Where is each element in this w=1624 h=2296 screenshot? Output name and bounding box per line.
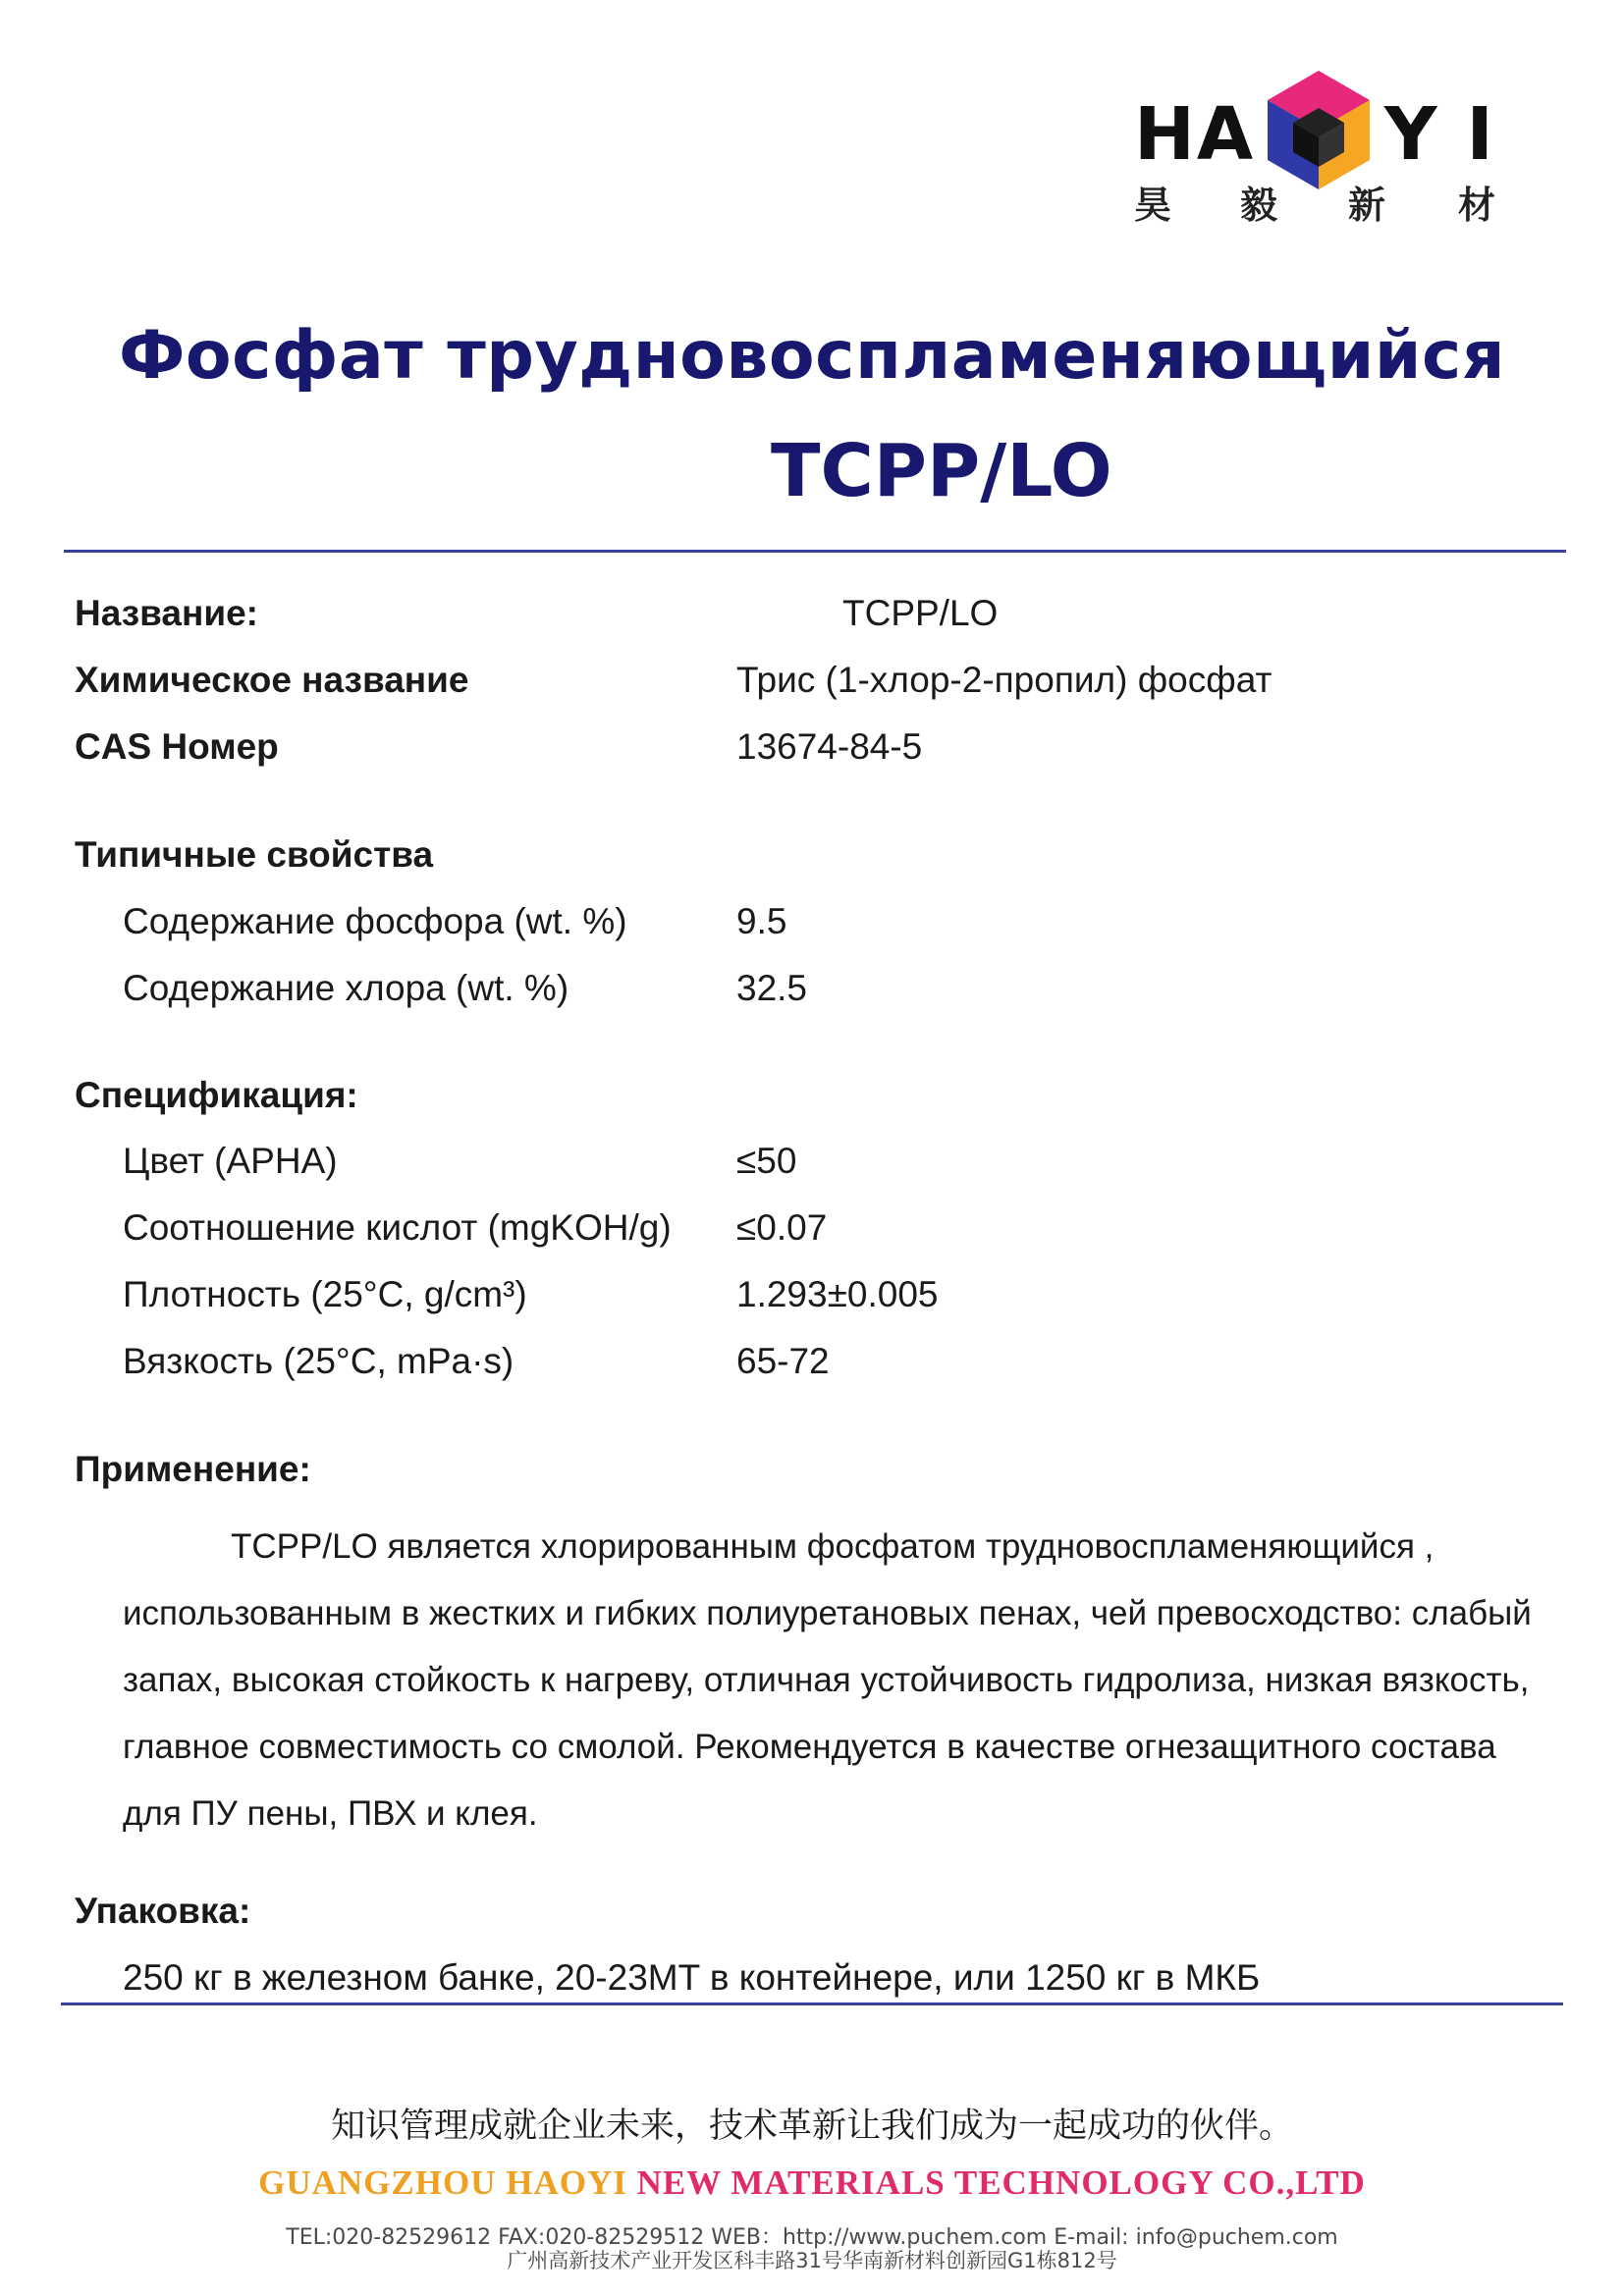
typical-properties-heading: Типичные свойства — [75, 834, 434, 875]
company-motto: 知识管理成就企业未来，技术革新让我们成为一起成功的伙伴。 — [330, 2107, 1293, 2146]
address-line: 广州高新技术产业开发区科丰路31号华南新材料创新园G1栋812号 — [507, 2249, 1117, 2272]
chemical-name-label: Химическое название — [75, 660, 469, 700]
property-value: 32.5 — [736, 968, 808, 1008]
name-value: TCPP/LO — [842, 593, 999, 633]
contact-line: TEL:020-82529612 FAX:020-82529512 WEB：http://www.puchem.com E-mail: info@puchem.com — [286, 2225, 1338, 2250]
spec-value: 65-72 — [736, 1341, 830, 1381]
logo-cn-char: 材 — [1458, 184, 1496, 227]
application-heading: Применение: — [75, 1449, 311, 1489]
logo-word-right: Y I — [1384, 92, 1495, 177]
property-label: Содержание хлора (wt. %) — [123, 968, 569, 1008]
spec-value: ≤50 — [736, 1141, 797, 1181]
page-title: Фосфат трудновоспламеняющийся — [118, 317, 1506, 395]
spec-label: Вязкость (25°C, mPa·s) — [123, 1341, 514, 1381]
spec-value: 1.293±0.005 — [736, 1274, 939, 1314]
spec-label: Соотношение кислот (mgKOH/g) — [123, 1207, 672, 1248]
top-divider — [64, 550, 1566, 553]
property-value: 9.5 — [736, 901, 787, 941]
logo-cn-char: 昊 — [1134, 184, 1172, 227]
spec-value: ≤0.07 — [736, 1207, 828, 1248]
application-text: TCPP/LO является хлорированным фосфатом трудновоспламеняющийся , использованным в жестких и гибких полиуретановых пенах, чей превосходство: слабый запах, высокая стойкость к нагреву, отличная устойчивость гидролиза, низкая вязкость, главное совместимость со смолой. Рекомендуется в качестве огнезащитного состава для ПУ пены, ПВХ и клея. — [123, 1527, 1532, 1833]
logo-word-left: HA — [1134, 92, 1256, 177]
packaging-text: 250 кг в железном банке, 20-23MT в контейнере, или 1250 кг в МКБ — [123, 1957, 1261, 1998]
property-label: Содержание фосфора (wt. %) — [123, 901, 627, 941]
bottom-divider — [61, 2002, 1563, 2005]
packaging-heading: Упаковка: — [75, 1891, 251, 1931]
application-paragraph — [123, 1514, 1537, 1847]
chemical-name-value: Трис (1-хлор-2-пропил) фосфат — [736, 660, 1272, 700]
cas-value: 13674-84-5 — [736, 726, 923, 767]
page-subtitle: TCPP/LO — [771, 429, 1112, 513]
cube-logo-icon — [1264, 69, 1374, 191]
specification-heading: Спецификация: — [75, 1075, 358, 1115]
company-name — [0, 2163, 1624, 2203]
cas-label: CAS Номер — [75, 726, 279, 767]
company-name-part-a: GUANGZHOU HAOYI — [258, 2163, 627, 2202]
company-logo — [1134, 61, 1507, 238]
logo-cn-char: 毅 — [1240, 184, 1278, 227]
company-name-part-b: NEW MATERIALS TECHNOLOGY CO.,LTD — [636, 2163, 1366, 2202]
spec-label: Цвет (APHA) — [123, 1141, 338, 1181]
logo-cn-char: 新 — [1348, 184, 1386, 227]
name-label: Название: — [75, 593, 258, 633]
spec-label: Плотность (25°C, g/cm³) — [123, 1274, 527, 1314]
